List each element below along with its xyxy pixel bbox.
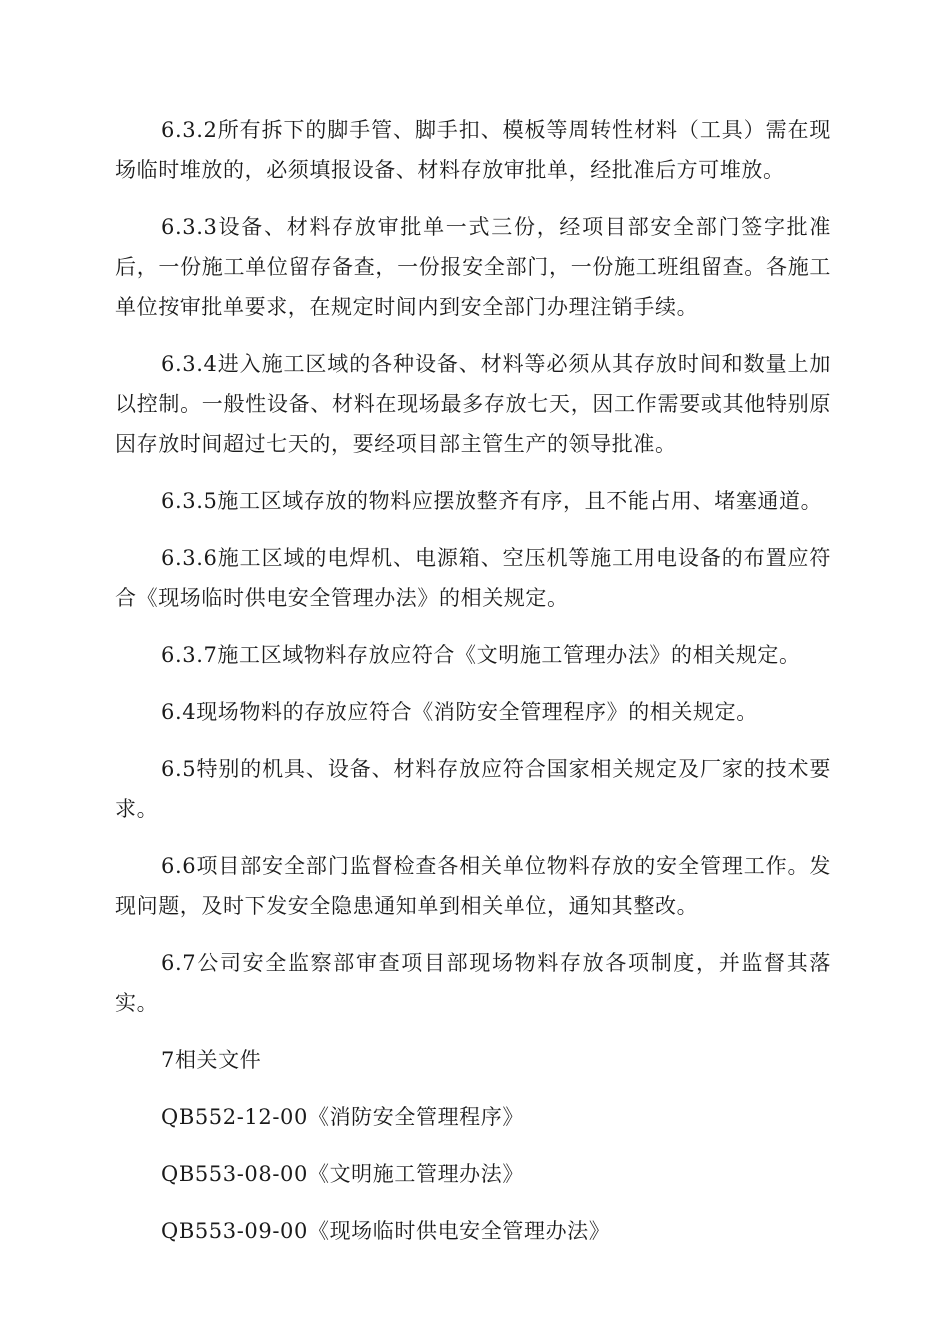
document-body [115, 110, 831, 1268]
reference-fire-safety: QB552-12-00《消防安全管理程序》 [161, 1105, 524, 1129]
paragraph-6-3-5: 6.3.5施工区域存放的物料应摆放整齐有序，且不能占用、堵塞通道。 [161, 489, 823, 513]
reference-temporary-power: QB553-09-00《现场临时供电安全管理办法》 [161, 1219, 611, 1243]
paragraph-6-3-7: 6.3.7施工区域物料存放应符合《文明施工管理办法》的相关规定。 [161, 643, 801, 667]
paragraph-6-5: 6.5特别的机具、设备、材料存放应符合国家相关规定及厂家的技术要求。 [115, 757, 831, 821]
paragraph-6-4: 6.4现场物料的存放应符合《消防安全管理程序》的相关规定。 [161, 700, 758, 724]
paragraph-6-3-6: 6.3.6施工区域的电焊机、电源箱、空压机等施工用电设备的布置应符合《现场临时供电安全管理办法》的相关规定。 [115, 546, 831, 610]
paragraph-6-7: 6.7公司安全监察部审查项目部现场物料存放各项制度，并监督其落实。 [115, 951, 831, 1015]
paragraph-6-3-4: 6.3.4进入施工区域的各种设备、材料等必须从其存放时间和数量上加以控制。一般性设备、材料在现场最多存放七天，因工作需要或其他特别原因存放时间超过七天的，要经项目部主管生产的领导批准。 [115, 352, 831, 456]
reference-civilized-construction: QB553-08-00《文明施工管理办法》 [161, 1162, 524, 1186]
paragraph-6-3-2: 6.3.2所有拆下的脚手管、脚手扣、模板等周转性材料（工具）需在现场临时堆放的，必须填报设备、材料存放审批单，经批准后方可堆放。 [115, 118, 831, 182]
section-heading-related-documents: 7相关文件 [161, 1048, 262, 1072]
paragraph-6-3-3: 6.3.3设备、材料存放审批单一式三份，经项目部安全部门签字批准后，一份施工单位留存备查，一份报安全部门，一份施工班组留查。各施工单位按审批单要求，在规定时间内到安全部门办理注销手续。 [115, 215, 831, 319]
paragraph-6-6: 6.6项目部安全部门监督检查各相关单位物料存放的安全管理工作。发现问题，及时下发安全隐患通知单到相关单位，通知其整改。 [115, 854, 831, 918]
